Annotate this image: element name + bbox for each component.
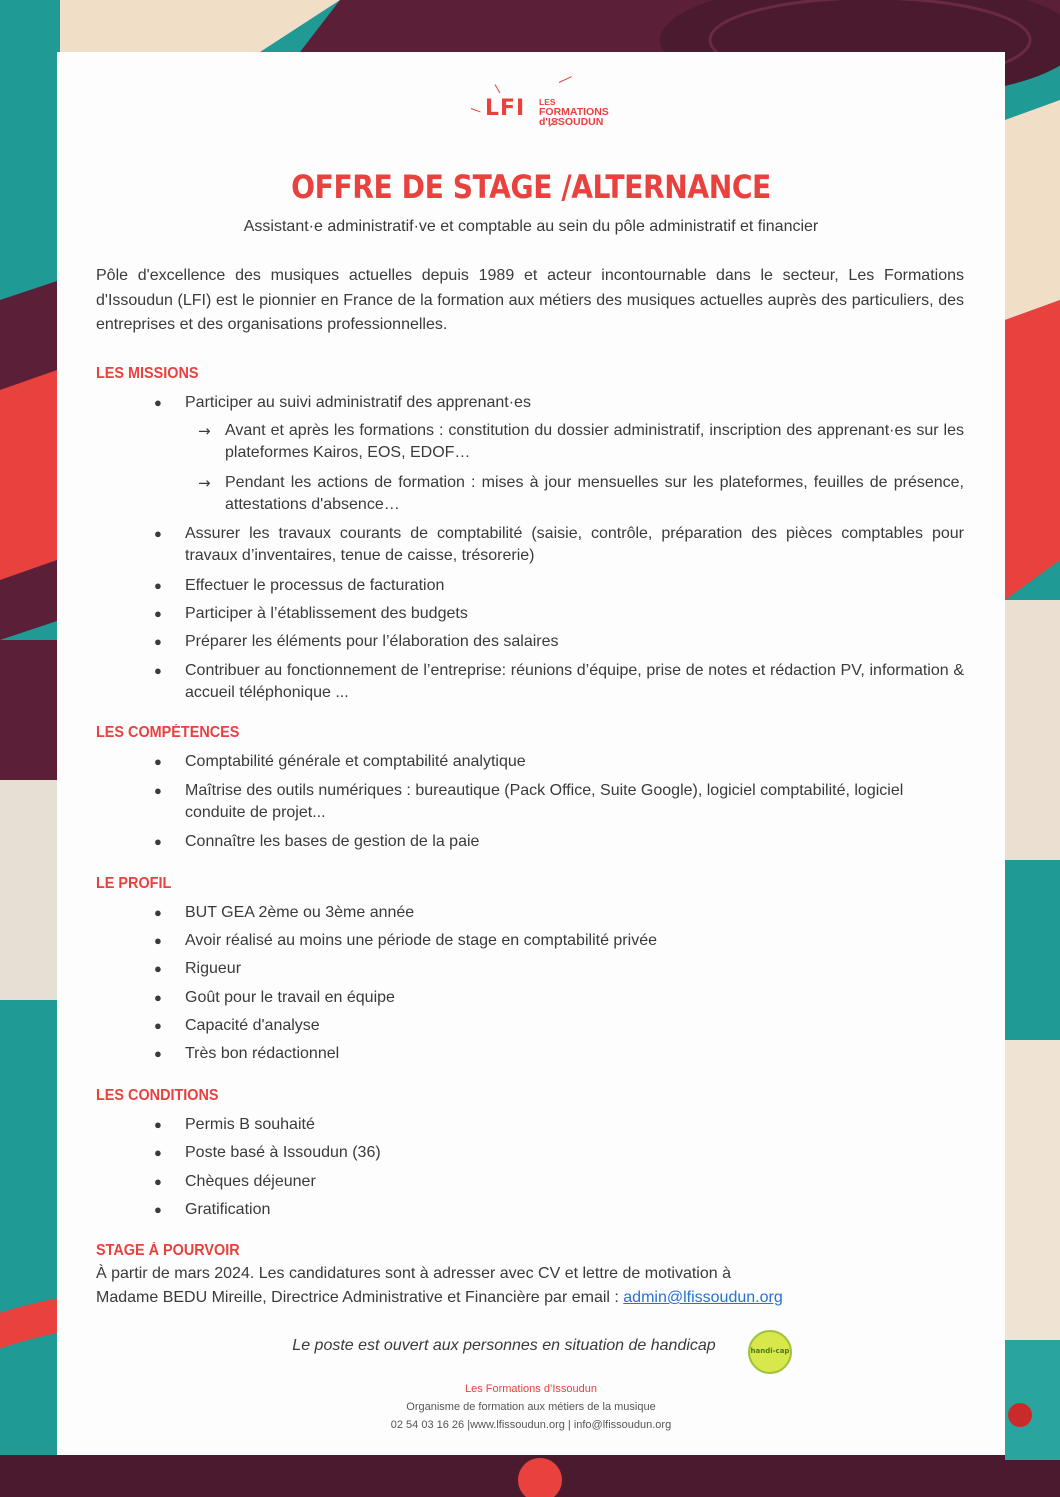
- list-item: ● Maîtrise des outils numériques : bureautique (Pack Office, Suite Google), logiciel comptabilité, logiciel conduite de projet...: [154, 782, 904, 821]
- bg-red-right: [1005, 300, 1060, 600]
- list-item: ● Participer au suivi administratif des apprenant·es: [154, 394, 531, 411]
- footer-tagline: Organisme de formation aux métiers de la musique: [406, 1401, 656, 1413]
- document-sheet: [57, 52, 1005, 1455]
- bg-red-shape-left: [0, 370, 57, 580]
- list-item: ● Contribuer au fonctionnement de l’entreprise: réunions d’équipe, prise de notes et rédaction PV, information & accueil téléphonique ...: [154, 662, 964, 701]
- list-item: ● BUT GEA 2ème ou 3ème année: [154, 904, 415, 921]
- bg-cream-box-right: [1005, 600, 1060, 860]
- list-item: ● Effectuer le processus de facturation: [154, 577, 445, 594]
- bg-cream-bottom-right: [1005, 1040, 1060, 1340]
- section-title-missions: LES MISSIONS: [96, 365, 199, 382]
- footer-contact: 02 54 03 16 26 |www.lfissoudun.org | info@lfissoudun.org: [390, 1419, 672, 1431]
- bg-cream-right: [1005, 100, 1060, 320]
- section-title-profil: LE PROFIL: [96, 875, 172, 892]
- list-item: ● Gratification: [154, 1201, 271, 1218]
- page-title: OFFRE DE STAGE /ALTERNANCE: [291, 168, 771, 206]
- list-item: ● Permis B souhaité: [154, 1116, 315, 1133]
- bg-teal-bottom-right: [1005, 1340, 1060, 1460]
- bg-red-dot-right: [1008, 1403, 1032, 1427]
- list-item: ● Rigueur: [154, 960, 242, 977]
- email-link[interactable]: admin@lfissoudun.org: [623, 1289, 783, 1306]
- sub-list-item: → Avant et après les formations : constitution du dossier administratif, inscription des apprenant·es sur les plateformes Kairos, EOS, EDOF…: [198, 422, 964, 461]
- list-item: ● Goût pour le travail en équipe: [154, 989, 395, 1006]
- section-title-conditions: LES CONDITIONS: [96, 1087, 219, 1104]
- sub-list-item: → Pendant les actions de formation : mises à jour mensuelles sur les plateformes, feuilles de présence, attestations d'absence…: [198, 474, 964, 513]
- list-item: ● Comptabilité générale et comptabilité analytique: [154, 753, 526, 770]
- bg-cream-left-mid: [0, 780, 57, 1000]
- list-item: ● Connaître les bases de gestion de la paie: [154, 833, 480, 850]
- section-title-posting: STAGE À POURVOIR: [96, 1242, 240, 1259]
- list-item: ● Préparer les éléments pour l’élaboration des salaires: [154, 633, 559, 650]
- logo-mark: LFI: [485, 96, 526, 121]
- list-item: ● Capacité d'analyse: [154, 1017, 320, 1034]
- list-item: ● Poste basé à Issoudun (36): [154, 1144, 381, 1161]
- logo-wordmark: LES FORMATIONS d'ISSOUDUN: [539, 97, 609, 128]
- posting-line-2: Madame BEDU Mireille, Directrice Administrative et Financière par email : admin@lfissoudun.org: [96, 1289, 783, 1306]
- list-item: ● Participer à l’établissement des budgets: [154, 605, 468, 622]
- list-item: ● Chèques déjeuner: [154, 1173, 316, 1190]
- section-title-competences: LES COMPÉTENCES: [96, 724, 240, 741]
- posting-text: [96, 1262, 964, 1310]
- bg-plum-left-mid: [0, 640, 57, 780]
- intro-paragraph: Pôle d'excellence des musiques actuelles depuis 1989 et acteur incontournable dans le secteur, Les Formations d'Issoudun (LFI) est le pionnier en France de la formation aux métiers des musiques actuelles auprès des particuliers, des entreprises et des organisations professionnelles.: [96, 267, 964, 333]
- list-item: ● Très bon rédactionnel: [154, 1045, 340, 1062]
- lfi-logo: [471, 78, 611, 128]
- handicap-badge-icon: handi-cap: [748, 1330, 792, 1374]
- handicap-notice: Le poste est ouvert aux personnes en situation de handicap: [292, 1337, 716, 1354]
- list-item: ● Assurer les travaux courants de comptabilité (saisie, contrôle, préparation des pièces comptables pour travaux d’inventaires, tenue de caisse, trésorerie): [154, 525, 964, 564]
- list-item: ● Avoir réalisé au moins une période de stage en comptabilité privée: [154, 932, 657, 949]
- posting-line-1: À partir de mars 2024. Les candidatures sont à adresser avec CV et lettre de motivation à: [96, 1265, 731, 1282]
- page-subtitle: Assistant·e administratif·ve et comptable au sein du pôle administratif et financier: [243, 218, 819, 235]
- footer-org: Les Formations d’Issoudun: [464, 1383, 598, 1395]
